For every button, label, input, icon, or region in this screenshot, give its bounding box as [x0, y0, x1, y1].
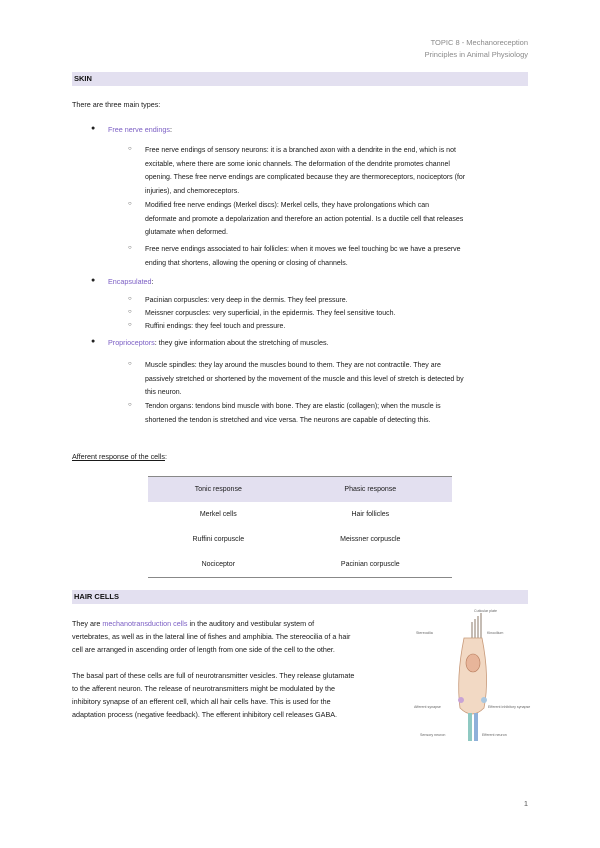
figure-label: Afferent synapse: [414, 705, 441, 709]
type-label: Proprioceptors: [108, 338, 155, 347]
bullet-icon: ●: [91, 338, 96, 345]
list-item-type: [108, 277, 154, 286]
type-label: Free nerve endings: [108, 125, 170, 134]
figure-label: Efferent neuron: [482, 733, 507, 737]
circle-bullet-icon: ○: [128, 296, 132, 302]
table-header: Phasic response: [289, 477, 452, 503]
text-line: vertebrates, as well as in the lateral line of fishes and amphibia. The stereocilia of a hair: [72, 632, 351, 641]
afferent-suffix: :: [164, 452, 167, 461]
list-subitem: Meissner corpuscles: very superficial, in the epidermis. They feel sensitive touch.: [145, 310, 396, 317]
table-cell: Meissner corpuscle: [340, 536, 401, 543]
text-line: this neuron.: [145, 389, 182, 397]
type-suffix: :: [151, 277, 154, 286]
type-suffix: : they give information about the stretching of muscles.: [154, 338, 329, 347]
afferent-title: Afferent response of the cells: [72, 452, 165, 461]
text-line: shortened the tendon is stretched and vice versa. The neurons are capable of detecting this.: [145, 416, 431, 424]
list-subitem: [145, 359, 528, 400]
section-band-hair-cells: [72, 590, 528, 604]
table-cell: Ruffini corpuscle: [192, 536, 245, 543]
text-line: excitable, where there are some ionic channels. The deformation of the dendrite promotes channel: [145, 160, 450, 168]
hair-cell-figure: [412, 608, 532, 748]
hair-paragraph-1: [72, 617, 412, 656]
table-cell: Merkel cells: [199, 511, 237, 518]
section-title-hair-cells: HAIR CELLS: [74, 592, 119, 601]
figure-label: Kinocilium: [487, 631, 504, 635]
circle-bullet-icon: ○: [128, 402, 132, 408]
circle-bullet-icon: ○: [128, 245, 132, 251]
text-line: passively stretched or shortened by the movement of the muscle and this level of stretch is detected by: [145, 375, 464, 383]
efferent-synapse: [481, 697, 487, 703]
text-line: cell are arranged in ascending order of length from one side of the cell to the other.: [72, 645, 335, 654]
skin-intro: There are three main types:: [72, 100, 161, 109]
table-header-row: [148, 477, 452, 503]
table-cell: Nociceptor: [148, 552, 289, 578]
text-run: in the auditory and vestibular system of: [187, 619, 315, 628]
table-row: [148, 552, 452, 578]
hair-cell-body: [459, 638, 487, 714]
text-line: injuries), and chemoreceptors.: [145, 187, 240, 195]
text-line: adaptation process (negative feedback). The efferent inhibitory cell releases GABA.: [72, 710, 338, 719]
list-item-type: [108, 125, 172, 134]
figure-label: Sensory neuron: [420, 733, 446, 737]
efferent-neuron: [474, 713, 478, 741]
list-subitem: [145, 400, 528, 427]
list-subitem: [145, 199, 528, 240]
table-row: [148, 527, 452, 552]
table-header: Tonic response: [148, 477, 289, 503]
text-line: Modified free nerve endings (Merkel discs): Merkel cells, they have prolongations which can: [145, 202, 430, 209]
section-band-skin: [72, 72, 528, 86]
accent-term: mechanotransduction cells: [102, 619, 188, 628]
list-subitem: [145, 243, 528, 270]
text-line: ending that shortens, allowing the opening or closing of channels.: [145, 259, 348, 267]
table-cell: Hair follicles: [351, 511, 390, 518]
list-subitem: [145, 144, 528, 198]
figure-label: Cuticular plate: [474, 609, 497, 613]
type-suffix: :: [169, 125, 172, 134]
header-topic: TOPIC 8 - Mechanoreception: [430, 38, 528, 47]
text-line: Tendon organs: tendons bind muscle with bone. They are elastic (collagen); when the muscle is: [145, 403, 441, 410]
text-line: Muscle spindles: they lay around the muscles bound to them. They are not contractile. They are: [145, 362, 441, 369]
figure-label: Efferent inhibitory synapse: [488, 705, 531, 709]
stereocilia-bundle: [472, 613, 481, 638]
text-line: Free nerve endings associated to hair follicles: when it moves we feel touching bc we have a preserve: [145, 246, 461, 253]
bullet-icon: ●: [91, 125, 96, 132]
running-header: [425, 37, 528, 61]
text-line: to the afferent neuron. The release of neurotransmitters might be modulated by the: [72, 684, 336, 693]
afferent-heading: [72, 450, 167, 463]
text-line: Free nerve endings of sensory neurons: it is a branched axon with a dendrite in the end, which is not: [145, 147, 456, 154]
bullet-icon: ●: [91, 277, 96, 284]
text-line: inhibitory synapse of an efferent cell, which all hair cells have. This is used for the: [72, 697, 331, 706]
table-cell: Pacinian corpuscle: [289, 552, 452, 578]
text-line: The basal part of these cells are full of neurotransmitter vesicles. They release glutamate: [72, 671, 355, 680]
text-run: They are: [72, 619, 103, 628]
circle-bullet-icon: ○: [128, 309, 132, 315]
type-label: Encapsulated: [108, 277, 152, 286]
circle-bullet-icon: ○: [128, 322, 132, 328]
list-subitem: Pacinian corpuscles: very deep in the dermis. They feel pressure.: [145, 297, 348, 304]
table-row: [148, 502, 452, 527]
afferent-synapse: [458, 697, 464, 703]
text-line: [72, 617, 412, 630]
circle-bullet-icon: ○: [128, 201, 132, 207]
sensory-neuron: [468, 713, 472, 741]
header-course: Principles in Animal Physiology: [424, 50, 528, 59]
page-number: 1: [523, 799, 528, 808]
circle-bullet-icon: ○: [128, 361, 132, 367]
figure-label: Stereocilia: [416, 631, 433, 635]
nucleus: [466, 654, 480, 672]
section-title-skin: SKIN: [74, 74, 92, 83]
circle-bullet-icon: ○: [128, 146, 132, 152]
text-line: deformate and promote a depolarization and therefore an action potential. Is a ductile cell that releases: [145, 215, 464, 223]
list-subitem: Ruffini endings: they feel touch and pressure.: [145, 323, 286, 330]
list-item-type: [108, 338, 329, 347]
afferent-response-table: [148, 476, 452, 578]
hair-paragraph-2: [72, 669, 412, 721]
text-line: opening. These free nerve endings are complicated because they are thermoreceptors, nociceptors (for: [145, 174, 466, 182]
text-line: glutamate when deformed.: [145, 229, 228, 237]
